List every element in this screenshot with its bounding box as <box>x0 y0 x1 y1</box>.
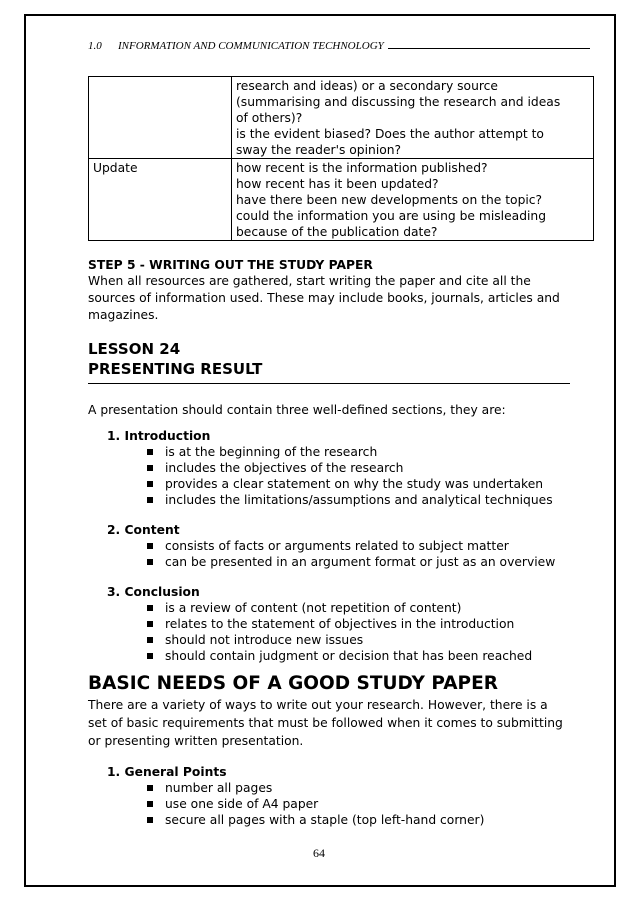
header-rule <box>388 48 590 49</box>
description-line: research and ideas) or a secondary source <box>236 79 498 93</box>
list-item <box>145 632 593 648</box>
step5-heading: STEP 5 - WRITING OUT THE STUDY PAPER <box>88 258 373 272</box>
square-bullet-icon <box>147 637 153 643</box>
square-bullet-icon <box>147 481 153 487</box>
list-item <box>145 796 593 812</box>
paragraph-line: set of basic requirements that must be followed when it comes to submitting <box>88 716 563 730</box>
list-item-text: should not introduce new issues <box>165 633 364 647</box>
list-item-text: use one side of A4 paper <box>165 797 319 811</box>
square-bullet-icon <box>147 559 153 565</box>
evaluation-criteria-table <box>88 76 594 241</box>
description-line: (summarising and discussing the research and ideas <box>236 95 561 109</box>
square-bullet-icon <box>147 817 153 823</box>
list-item <box>145 444 593 460</box>
list-item-text: should contain judgment or decision that has been reached <box>165 649 533 663</box>
basic-needs-paragraph <box>88 696 593 750</box>
description-line: is the evident biased? Does the author attempt to <box>236 127 544 141</box>
section-heading: 3. Conclusion <box>107 585 200 599</box>
criterion-cell <box>89 77 232 159</box>
description-line: could the information you are using be misleading <box>236 209 547 223</box>
square-bullet-icon <box>147 653 153 659</box>
paragraph-line: magazines. <box>88 308 159 322</box>
intro-paragraph: A presentation should contain three well-defined sections, they are: <box>88 403 506 417</box>
list-item <box>145 600 593 616</box>
description-line: sway the reader's opinion? <box>236 143 402 157</box>
lesson-title: PRESENTING RESULT <box>88 360 263 378</box>
square-bullet-icon <box>147 543 153 549</box>
list-item-text: consists of facts or arguments related to subject matter <box>165 539 509 553</box>
list-item-text: is a review of content (not repetition of content) <box>165 601 462 615</box>
description-line: how recent is the information published? <box>236 161 488 175</box>
list-item <box>145 554 593 570</box>
list-item-text: includes the objectives of the research <box>165 461 404 475</box>
list-item <box>145 648 593 664</box>
square-bullet-icon <box>147 449 153 455</box>
section-introduction <box>107 428 593 508</box>
bullet-list <box>107 780 593 828</box>
chapter-number: 1.0 <box>88 40 102 52</box>
bullet-list <box>107 444 593 508</box>
lesson-heading <box>88 339 593 379</box>
square-bullet-icon <box>147 605 153 611</box>
section-content <box>107 522 593 570</box>
list-item <box>145 780 593 796</box>
square-bullet-icon <box>147 785 153 791</box>
list-item <box>145 538 593 554</box>
section-heading: 1. Introduction <box>107 429 211 443</box>
list-item-text: is at the beginning of the research <box>165 445 378 459</box>
running-header <box>88 38 590 54</box>
list-item <box>145 492 593 508</box>
paragraph-line: There are a variety of ways to write out your research. However, there is a <box>88 698 548 712</box>
chapter-title: INFORMATION AND COMMUNICATION TECHNOLOGY <box>118 40 384 52</box>
table-row <box>89 159 594 241</box>
list-item-text: secure all pages with a staple (top left-hand corner) <box>165 813 485 827</box>
paragraph-line: When all resources are gathered, start writing the paper and cite all the <box>88 274 531 288</box>
list-item <box>145 460 593 476</box>
section-heading: 1. General Points <box>107 765 227 779</box>
list-item <box>145 812 593 828</box>
list-item <box>145 476 593 492</box>
list-item-text: includes the limitations/assumptions and analytical techniques <box>165 493 553 507</box>
square-bullet-icon <box>147 465 153 471</box>
description-cell <box>232 77 594 159</box>
list-item-text: can be presented in an argument format or just as an overview <box>165 555 556 569</box>
lesson-number: LESSON 24 <box>88 340 181 358</box>
description-line: because of the publication date? <box>236 225 438 239</box>
square-bullet-icon <box>147 497 153 503</box>
section-heading: 2. Content <box>107 523 180 537</box>
bullet-list <box>107 600 593 664</box>
description-line: have there been new developments on the topic? <box>236 193 543 207</box>
bullet-list <box>107 538 593 570</box>
list-item-text: provides a clear statement on why the study was undertaken <box>165 477 544 491</box>
criterion-cell: Update <box>89 159 232 241</box>
step5-paragraph <box>88 273 593 324</box>
section-conclusion <box>107 584 593 664</box>
list-item-text: relates to the statement of objectives in the introduction <box>165 617 515 631</box>
description-cell <box>232 159 594 241</box>
square-bullet-icon <box>147 801 153 807</box>
list-item-text: number all pages <box>165 781 273 795</box>
page-number: 64 <box>313 846 325 860</box>
description-line: of others)? <box>236 111 303 125</box>
lesson-rule <box>88 383 570 384</box>
paragraph-line: sources of information used. These may include books, journals, articles and <box>88 291 560 305</box>
paragraph-line: or presenting written presentation. <box>88 734 304 748</box>
list-item <box>145 616 593 632</box>
section-general-points <box>107 764 593 828</box>
square-bullet-icon <box>147 621 153 627</box>
page-content <box>88 76 593 828</box>
basic-needs-heading: BASIC NEEDS OF A GOOD STUDY PAPER <box>88 673 498 694</box>
description-line: how recent has it been updated? <box>236 177 439 191</box>
table-row <box>89 77 594 159</box>
